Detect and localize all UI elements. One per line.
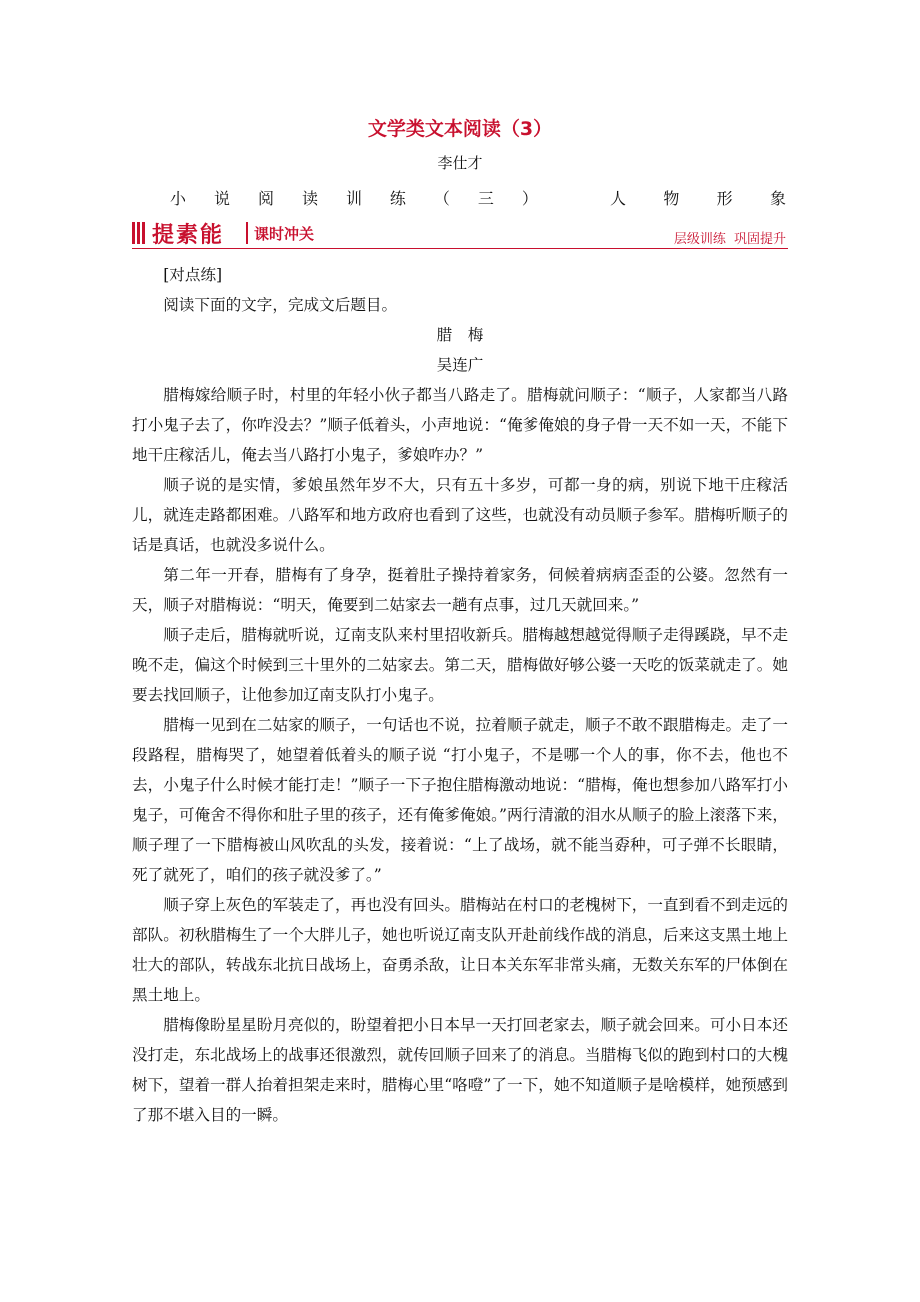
banner-subtitle: 课时冲关 (254, 225, 315, 243)
story-title: 腊 梅 (436, 326, 484, 344)
stripe-decoration-icon (132, 222, 146, 244)
section-heading-right (610, 186, 786, 209)
story-paragraph: 腊梅像盼星星盼月亮似的，盼望着把小日本早一天打回老家去，顺子就会回来。可小日本还没打走，东北战场上的战事还很激烈，就传回顺子回来了的消息。当腊梅飞似的跑到村口的大槐树下，望着一群人抬着担架走来时，腊梅心里“咯噔”了一下，她不知道顺子是啥模样，她预感到了那不堪入目的一瞬。 (132, 1016, 788, 1124)
section-char: 形 (716, 189, 733, 208)
section-char: 象 (769, 189, 786, 208)
section-char: ） (521, 189, 538, 208)
section-heading-left (170, 186, 538, 209)
section-char: 说 (213, 189, 230, 208)
document-title: 文学类文本阅读（3） (367, 118, 553, 140)
exercise-mark: [对点练] (163, 266, 223, 284)
section-banner (132, 218, 788, 250)
section-char: 阅 (257, 189, 274, 208)
document-author: 李仕才 (437, 154, 483, 172)
section-char: 练 (389, 189, 406, 208)
section-char: 训 (345, 189, 362, 208)
section-char: （ (433, 189, 450, 208)
section-char: 小 (170, 189, 187, 208)
article-body (132, 260, 788, 1130)
banner-tag: 层级训练 巩固提升 (673, 232, 786, 247)
story-paragraph: 顺子穿上灰色的军装走了，再也没有回头。腊梅站在村口的老槐树下，一直到看不到走远的部队。初秋腊梅生了一个大胖儿子，她也听说辽南支队开赴前线作战的消息，后来这支黑土地上壮大的部队，转战东北抗日战场上，奋勇杀敌，让日本关东军非常头痛，无数关东军的尸体倒在黑土地上。 (132, 896, 788, 1004)
section-char: 三 (477, 189, 494, 208)
banner-divider (246, 222, 248, 244)
story-paragraph: 腊梅一见到在二姑家的顺子，一句话也不说，拉着顺子就走，顺子不敢不跟腊梅走。走了一段路程，腊梅哭了，她望着低着头的顺子说 “打小鬼子，不是哪一个人的事，你不去，他也不去，小鬼子什么时候才能打走！”顺子一下子抱住腊梅激动地说：“腊梅，俺也想参加八路军打小鬼子，可俺舍不得你和肚子里的孩子，还有俺爹俺娘。”两行清澈的泪水从顺子的脸上滚落下来，顺子理了一下腊梅被山风吹乱的头发，接着说：“上了战场，就不能当孬种，可子弹不长眼睛，死了就死了，咱们的孩子就没爹了。” (132, 716, 788, 884)
section-char: 人 (610, 189, 627, 208)
story-paragraph: 顺子说的是实情，爹娘虽然年岁不大，只有五十多岁，可都一身的病，别说下地干庄稼活儿，就连走路都困难。八路军和地方政府也看到了这些，也就没有动员顺子参军。腊梅听顺子的话是真话，也就没多说什么。 (132, 476, 788, 554)
story-author: 吴连广 (436, 356, 484, 374)
story-paragraph: 顺子走后，腊梅就听说，辽南支队来村里招收新兵。腊梅越想越觉得顺子走得蹊跷，早不走晚不走，偏这个时候到三十里外的二姑家去。第二天，腊梅做好够公婆一天吃的饭菜就走了。她要去找回顺子，让他参加辽南支队打小鬼子。 (132, 626, 788, 704)
section-heading (170, 186, 788, 210)
instruction-text: 阅读下面的文字，完成文后题目。 (163, 296, 398, 314)
story-paragraph: 腊梅嫁给顺子时，村里的年轻小伙子都当八路走了。腊梅就问顺子：“顺子，人家都当八路打小鬼子去了，你咋没去？”顺子低着头，小声地说：“俺爹俺娘的身子骨一天不如一天，不能下地干庄稼活儿，俺去当八路打小鬼子，爹娘咋办？” (132, 386, 788, 464)
story-paragraph: 第二年一开春，腊梅有了身孕，挺着肚子操持着家务，伺候着病病歪歪的公婆。忽然有一天，顺子对腊梅说：“明天，俺要到二姑家去一趟有点事，过几天就回来。” (132, 566, 788, 614)
banner-rule (132, 248, 788, 249)
section-char: 读 (301, 189, 318, 208)
banner-title: 提素能 (152, 223, 225, 248)
section-char: 物 (663, 189, 680, 208)
